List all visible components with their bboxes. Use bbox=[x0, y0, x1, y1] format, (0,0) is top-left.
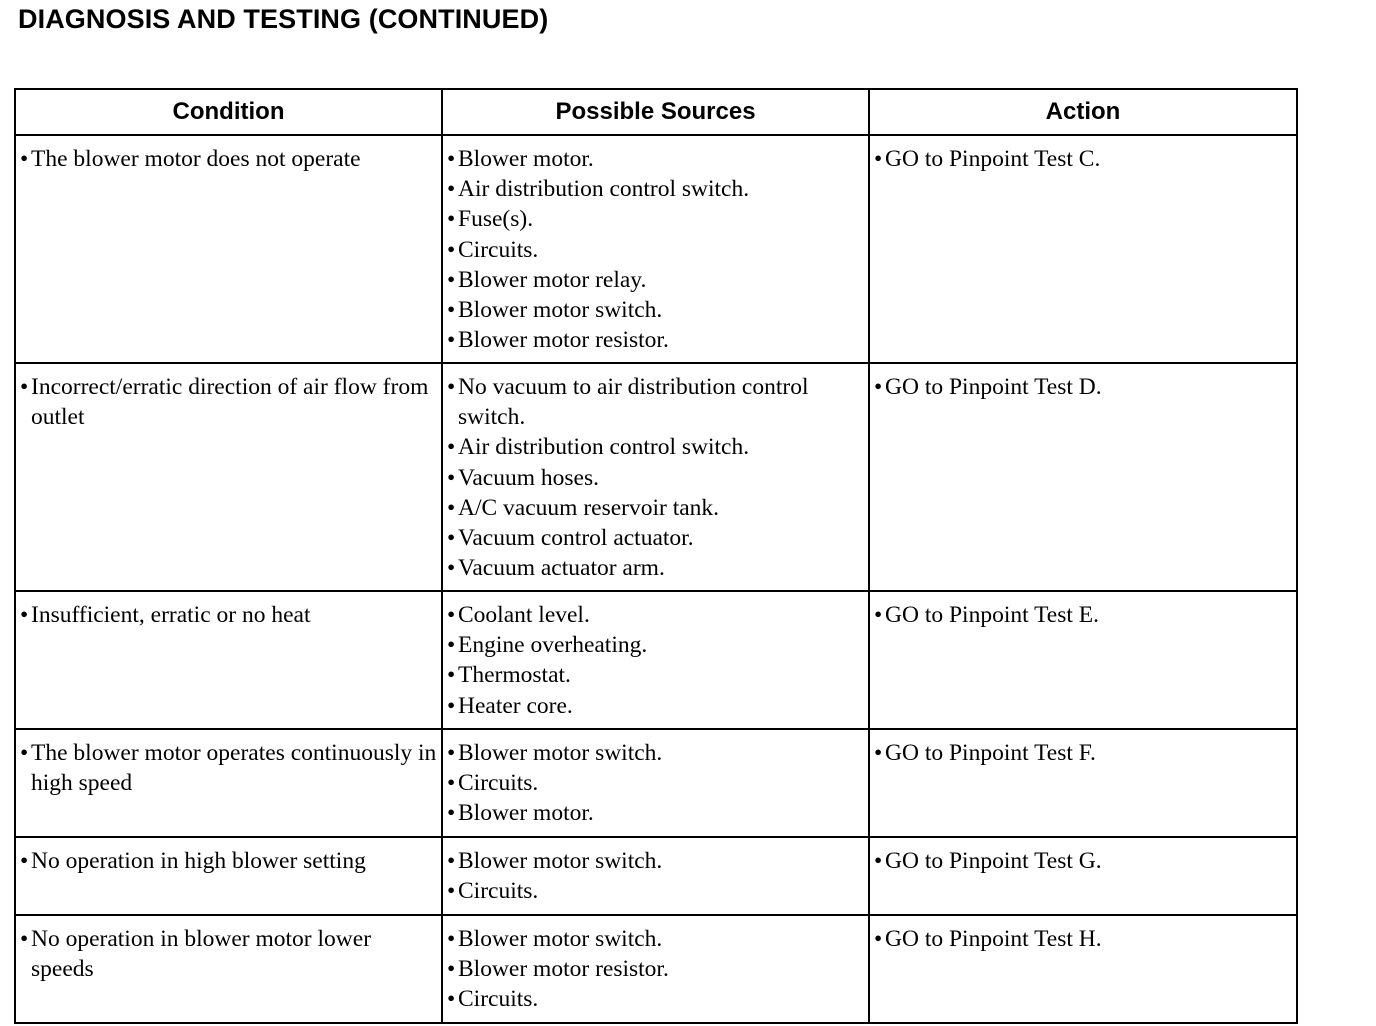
action-text: • GO to Pinpoint Test F. bbox=[874, 738, 1292, 768]
sources-cell bbox=[442, 591, 869, 729]
source-item: • Circuits. bbox=[447, 768, 864, 798]
table-row bbox=[15, 135, 1297, 363]
table-row bbox=[15, 729, 1297, 837]
condition-text: • The blower motor does not operate bbox=[20, 144, 437, 174]
condition-text: • No operation in high blower setting bbox=[20, 846, 437, 876]
action-text: • GO to Pinpoint Test D. bbox=[874, 372, 1292, 402]
source-item: • Blower motor resistor. bbox=[447, 954, 864, 984]
sources-cell bbox=[442, 915, 869, 1023]
condition-text: • Incorrect/erratic direction of air flow from outlet bbox=[20, 372, 437, 432]
source-item: • Engine overheating. bbox=[447, 630, 864, 660]
condition-text: • The blower motor operates continuously in high speed bbox=[20, 738, 437, 798]
source-item: • Heater core. bbox=[447, 691, 864, 721]
source-item: • No vacuum to air distribution control switch. bbox=[447, 372, 864, 432]
source-item: • Air distribution control switch. bbox=[447, 432, 864, 462]
source-item: • Fuse(s). bbox=[447, 204, 864, 234]
condition-text: • No operation in blower motor lower speeds bbox=[20, 924, 437, 984]
page-title: DIAGNOSIS AND TESTING (CONTINUED) bbox=[18, 4, 549, 34]
source-item: • Vacuum hoses. bbox=[447, 463, 864, 493]
source-item: • Blower motor switch. bbox=[447, 738, 864, 768]
table-row bbox=[15, 915, 1297, 1023]
condition-cell bbox=[15, 363, 442, 591]
condition-cell bbox=[15, 135, 442, 363]
source-item: • Blower motor switch. bbox=[447, 295, 864, 325]
source-item: • Thermostat. bbox=[447, 660, 864, 690]
condition-cell bbox=[15, 915, 442, 1023]
source-item: • Blower motor. bbox=[447, 144, 864, 174]
source-item: • Vacuum actuator arm. bbox=[447, 553, 864, 583]
source-item: • Blower motor relay. bbox=[447, 265, 864, 295]
action-text: • GO to Pinpoint Test C. bbox=[874, 144, 1292, 174]
action-text: • GO to Pinpoint Test E. bbox=[874, 600, 1292, 630]
sources-cell bbox=[442, 837, 869, 915]
condition-cell bbox=[15, 837, 442, 915]
table-header-row bbox=[15, 89, 1297, 135]
column-header-possible-sources: Possible Sources bbox=[442, 89, 869, 135]
sources-cell bbox=[442, 729, 869, 837]
source-item: • A/C vacuum reservoir tank. bbox=[447, 493, 864, 523]
condition-cell bbox=[15, 729, 442, 837]
source-item: • Vacuum control actuator. bbox=[447, 523, 864, 553]
source-item: • Blower motor. bbox=[447, 798, 864, 828]
action-cell bbox=[869, 837, 1297, 915]
source-item: • Blower motor resistor. bbox=[447, 325, 864, 355]
source-item: • Air distribution control switch. bbox=[447, 174, 864, 204]
source-item: • Circuits. bbox=[447, 984, 864, 1014]
table-row bbox=[15, 837, 1297, 915]
table-row bbox=[15, 591, 1297, 729]
condition-text: • Insufficient, erratic or no heat bbox=[20, 600, 437, 630]
action-cell bbox=[869, 591, 1297, 729]
action-text: • GO to Pinpoint Test H. bbox=[874, 924, 1292, 954]
action-cell bbox=[869, 363, 1297, 591]
column-header-condition: Condition bbox=[15, 89, 442, 135]
column-header-action: Action bbox=[869, 89, 1297, 135]
action-text: • GO to Pinpoint Test G. bbox=[874, 846, 1292, 876]
condition-cell bbox=[15, 591, 442, 729]
table-row bbox=[15, 363, 1297, 591]
source-item: • Blower motor switch. bbox=[447, 846, 864, 876]
source-item: • Blower motor switch. bbox=[447, 924, 864, 954]
sources-cell bbox=[442, 363, 869, 591]
action-cell bbox=[869, 135, 1297, 363]
sources-cell bbox=[442, 135, 869, 363]
action-cell bbox=[869, 729, 1297, 837]
diagnosis-table bbox=[14, 88, 1298, 1024]
source-item: • Circuits. bbox=[447, 235, 864, 265]
source-item: • Coolant level. bbox=[447, 600, 864, 630]
action-cell bbox=[869, 915, 1297, 1023]
source-item: • Circuits. bbox=[447, 876, 864, 906]
